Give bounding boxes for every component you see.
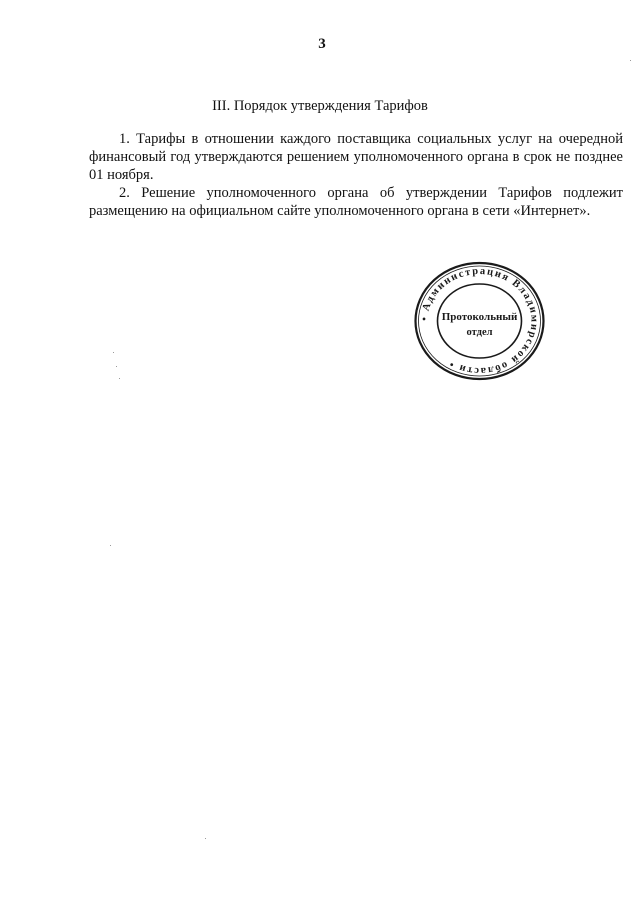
paragraph-tariff-approval: 1. Тарифы в отношении каждого поставщика социальных услуг на очередной финансовый год утверждаются решением уполномоченного органа в срок не позднее 01 ноября.: [89, 131, 623, 183]
scan-speck: [630, 60, 631, 61]
scan-speck: [119, 378, 120, 379]
stamp-center-line-1: Протокольный: [441, 311, 518, 323]
scan-speck: [116, 366, 117, 367]
scan-speck: [113, 352, 114, 353]
stamp-seal-icon: [407, 256, 552, 386]
stamp-center-line-2: отдел: [466, 327, 493, 338]
stamp-ring-text: • Администрация Владимирской области •: [419, 265, 540, 377]
section-heading: III. Порядок утверждения Тарифов: [212, 98, 428, 114]
paragraph-tariff-publication: 2. Решение уполномоченного органа об утверждении Тарифов подлежит размещению на официальном сайте уполномоченного органа в сети «Интернет».: [89, 185, 623, 219]
official-stamp: [407, 256, 552, 386]
page-number: 3: [318, 36, 326, 52]
scan-speck: [110, 545, 111, 546]
scan-speck: [205, 838, 206, 839]
